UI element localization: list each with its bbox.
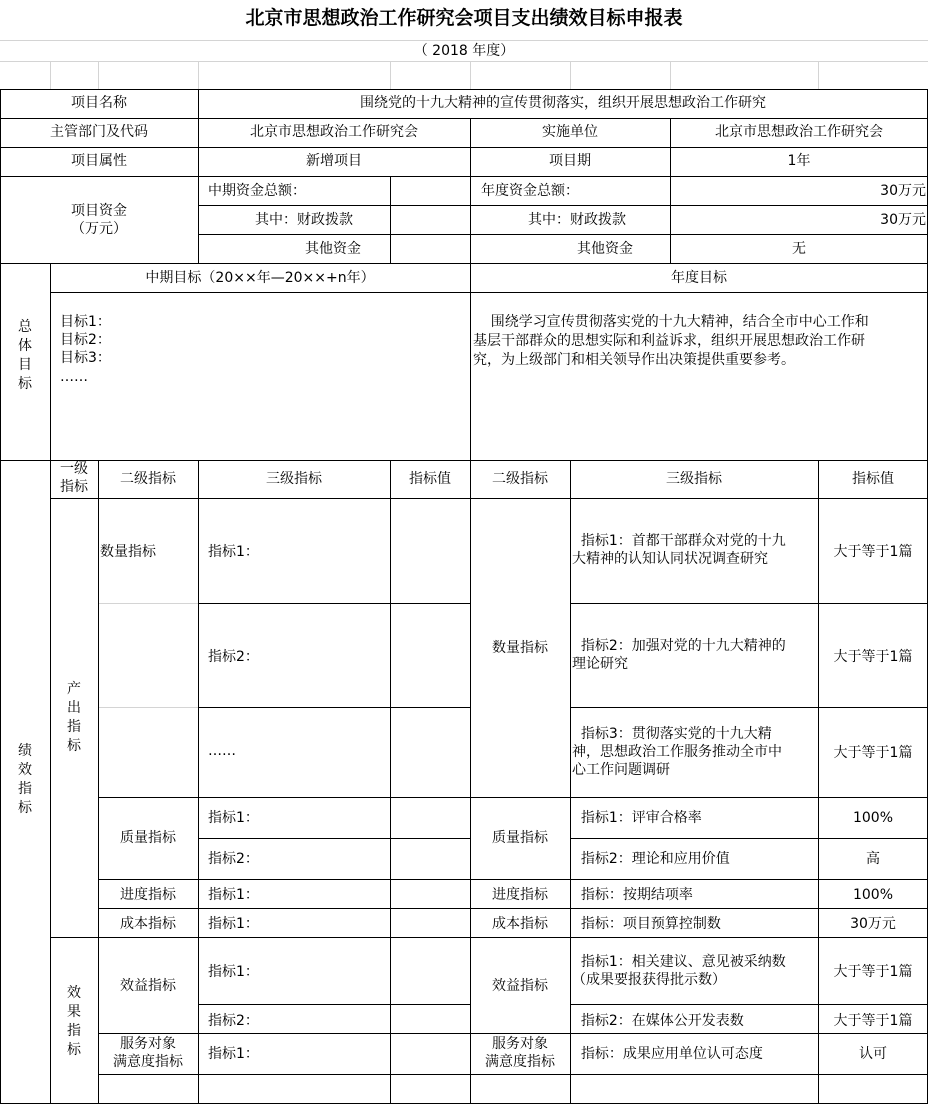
right-q-item-2: 指标2：加强对党的十九大精神的 理论研究 <box>572 638 786 673</box>
right-quantity: 数量指标 <box>492 640 548 656</box>
funds-label: 项目资金 <box>71 203 127 219</box>
year-total-value: 30万元 <box>880 183 926 199</box>
right-progress-item: 指标：按期结项率 <box>572 887 693 903</box>
grid-line <box>198 603 470 604</box>
year-total-label: 年度资金总额： <box>481 183 579 199</box>
left-q-item-1: 指标1： <box>208 544 259 560</box>
year-label: （ 2018 年度） <box>413 43 515 59</box>
right-satisfaction-value: 认可 <box>859 1046 887 1062</box>
grid-line <box>570 707 928 708</box>
level3-header-left: 三级指标 <box>266 471 322 487</box>
grid-line <box>570 460 571 1104</box>
year-goal-header: 年度目标 <box>671 270 727 286</box>
perf-label: 绩效指标 <box>18 743 32 816</box>
grid-line <box>570 603 928 604</box>
dept-label: 主管部门及代码 <box>50 124 148 140</box>
left-quantity: 数量指标 <box>100 544 156 560</box>
project-name-value: 围绕党的十九大精神的宣传贯彻落实，组织开展思想政治工作研究 <box>360 95 766 111</box>
grid-line <box>0 61 928 62</box>
grid-line <box>390 460 391 1104</box>
left-benefit-item-1: 指标1： <box>208 964 259 980</box>
mid-other-label: 其他资金 <box>305 241 361 257</box>
right-cost: 成本指标 <box>492 916 548 932</box>
left-satisfaction-item: 指标1： <box>208 1046 259 1062</box>
level2-header-left: 二级指标 <box>120 471 176 487</box>
left-cost: 成本指标 <box>120 916 176 932</box>
right-benefit-value-1: 大于等于1篇 <box>833 964 913 980</box>
right-quality-item-2: 指标2：理论和应用价值 <box>572 851 730 867</box>
right-q-item-1: 指标1：首都干部群众对党的十九 大精神的认知认同状况调查研究 <box>572 533 786 568</box>
grid-line <box>98 460 99 1104</box>
grid-line <box>390 61 391 89</box>
output-label: 产出指标 <box>67 681 81 754</box>
period-value: 1年 <box>787 153 811 169</box>
year-goal-text: 围绕学习宣传贯彻落实党的十九大精神，结合全市中心工作和 基层干部群众的思想实际和利益诉求，组织开展思想政治工作研 究，为上级部门和相关领导作出决策提供重要参考。 <box>473 314 869 369</box>
attr-value: 新增项目 <box>306 153 362 169</box>
value-header-left: 指标值 <box>409 471 451 487</box>
goals-label: 总体目标 <box>18 319 32 392</box>
right-q-value-3: 大于等于1篇 <box>833 745 913 761</box>
grid-line <box>98 797 928 798</box>
right-satisfaction-item: 指标：成果应用单位认可态度 <box>572 1046 763 1062</box>
grid-line <box>50 292 928 293</box>
value-header-right: 指标值 <box>852 471 894 487</box>
grid-line <box>0 89 1 1104</box>
year-other-label: 其他资金 <box>577 241 633 257</box>
right-quality-item-1: 指标1：评审合格率 <box>572 810 702 826</box>
impl-label: 实施单位 <box>542 124 598 140</box>
year-fin-value: 30万元 <box>880 212 926 228</box>
right-q-value-1: 大于等于1篇 <box>833 544 913 560</box>
right-benefit: 效益指标 <box>492 978 548 994</box>
grid-line <box>98 603 198 604</box>
grid-line <box>570 1004 928 1005</box>
level1-header: 一级 指标 <box>60 461 88 495</box>
right-benefit-value-2: 大于等于1篇 <box>833 1013 913 1029</box>
right-benefit-item-2: 指标2：在媒体公开发表数 <box>572 1013 744 1029</box>
project-name-label: 项目名称 <box>71 95 127 111</box>
grid-line <box>198 838 470 839</box>
mid-goal-header: 中期目标（20××年—20××+n年） <box>145 270 375 286</box>
right-quality: 质量指标 <box>492 830 548 846</box>
mid-total-label: 中期资金总额： <box>208 183 306 199</box>
level2-header-right: 二级指标 <box>492 471 548 487</box>
left-q-item-2: 指标2： <box>208 649 259 665</box>
right-cost-item: 指标：项目预算控制数 <box>572 916 721 932</box>
dept-value: 北京市思想政治工作研究会 <box>250 124 418 140</box>
level3-header-right: 三级指标 <box>666 471 722 487</box>
right-satisfaction: 服务对象 满意度指标 <box>485 1036 555 1070</box>
grid-line <box>0 263 928 264</box>
mid-fin-label: 其中：财政拨款 <box>255 212 353 228</box>
grid-line <box>0 118 928 119</box>
grid-line <box>198 707 470 708</box>
grid-line <box>98 879 928 880</box>
grid-line <box>198 61 199 89</box>
grid-line <box>98 707 198 708</box>
grid-line <box>198 205 928 206</box>
right-benefit-item-1: 指标1：相关建议、意见被采纳数 （成果要报获得批示数） <box>572 954 786 989</box>
grid-line <box>50 61 51 89</box>
grid-line <box>0 176 928 177</box>
grid-line <box>0 40 928 41</box>
grid-line <box>198 234 928 235</box>
grid-line <box>50 498 928 499</box>
right-q-item-3: 指标3：贯彻落实党的十九大精 神，思想政治工作服务推动全市中 心工作问题调研 <box>572 726 782 779</box>
grid-line <box>0 460 928 461</box>
grid-line <box>570 61 571 89</box>
grid-line <box>390 176 391 263</box>
period-label: 项目期 <box>549 153 591 169</box>
year-fin-label: 其中：财政拨款 <box>528 212 626 228</box>
left-progress-item: 指标1： <box>208 887 259 903</box>
grid-line <box>470 118 471 1104</box>
year-other-value: 无 <box>792 241 806 257</box>
grid-line <box>198 1004 470 1005</box>
grid-line <box>670 61 671 89</box>
left-satisfaction: 服务对象 满意度指标 <box>113 1036 183 1070</box>
grid-line <box>198 460 199 1104</box>
page-title: 北京市思想政治工作研究会项目支出绩效目标申报表 <box>245 7 683 29</box>
effect-label: 效果指标 <box>67 985 81 1058</box>
impl-value: 北京市思想政治工作研究会 <box>715 124 883 140</box>
left-q-item-3: …… <box>208 743 236 759</box>
grid-line <box>470 61 471 89</box>
right-quality-value-2: 高 <box>866 851 880 867</box>
right-q-value-2: 大于等于1篇 <box>833 649 913 665</box>
right-progress-value: 100% <box>852 887 894 903</box>
left-progress: 进度指标 <box>120 887 176 903</box>
left-quality-item-2: 指标2： <box>208 851 259 867</box>
left-benefit-item-2: 指标2： <box>208 1013 259 1029</box>
grid-line <box>198 176 199 263</box>
grid-line <box>98 61 99 89</box>
funds-unit: （万元） <box>71 221 127 237</box>
left-quality: 质量指标 <box>120 830 176 846</box>
grid-line <box>818 61 819 89</box>
right-quality-value-1: 100% <box>852 810 894 826</box>
grid-line <box>98 1074 928 1075</box>
grid-line <box>98 1033 928 1034</box>
grid-line <box>0 89 928 90</box>
left-benefit: 效益指标 <box>120 978 176 994</box>
left-cost-item: 指标1： <box>208 916 259 932</box>
left-quality-item-1: 指标1： <box>208 810 259 826</box>
grid-line <box>0 147 928 148</box>
grid-line <box>570 838 928 839</box>
mid-goal-text: 目标1： 目标2： 目标3： …… <box>60 314 111 385</box>
right-progress: 进度指标 <box>492 887 548 903</box>
right-cost-value: 30万元 <box>850 916 896 932</box>
grid-line <box>50 937 928 938</box>
attr-label: 项目属性 <box>71 153 127 169</box>
grid-line <box>98 908 928 909</box>
